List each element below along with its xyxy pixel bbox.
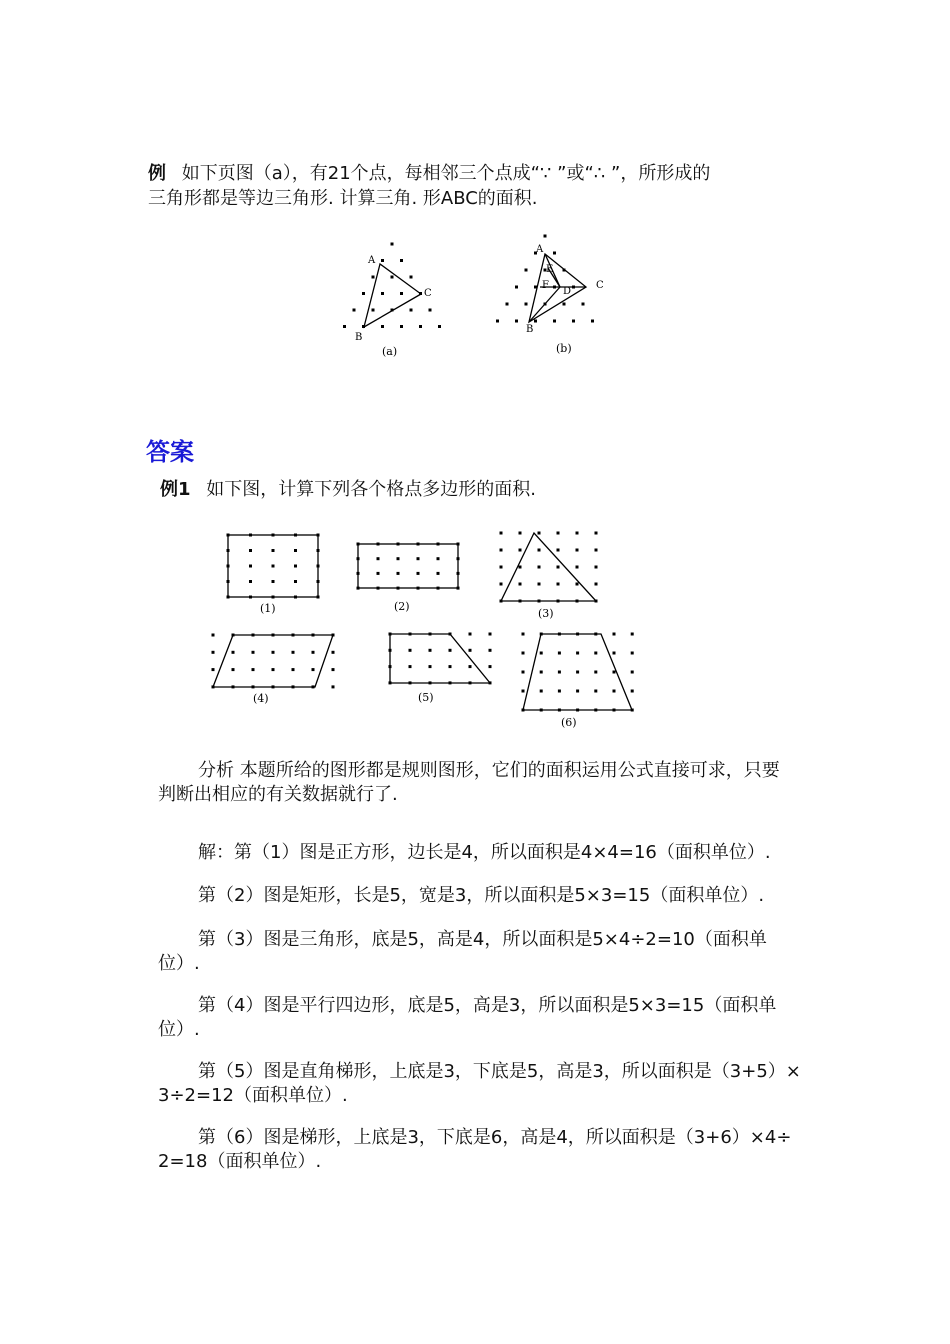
grid-dot — [249, 580, 252, 583]
grid-dot — [272, 565, 275, 568]
grid-dot — [292, 668, 295, 671]
grid-dot — [538, 583, 541, 586]
lattice-dot — [343, 325, 346, 328]
lattice-dot — [381, 259, 384, 262]
grid-dot — [212, 634, 215, 637]
grid-dot — [576, 532, 579, 535]
grid-dot — [294, 549, 297, 552]
grid-dot — [540, 671, 543, 674]
grid-dot — [272, 580, 275, 583]
label-b-A: A — [536, 244, 544, 255]
shape-3 — [492, 527, 612, 625]
grid-dot — [272, 549, 275, 552]
lattice-dot — [362, 292, 365, 295]
grid-dot — [595, 549, 598, 552]
grid-dot — [377, 572, 380, 575]
problem-line-1 — [148, 161, 710, 186]
lattice-dot — [496, 320, 499, 323]
grid-dot — [272, 651, 275, 654]
shape-4 — [205, 630, 345, 712]
grid-dot — [519, 566, 522, 569]
grid-dot — [594, 690, 597, 693]
label-a-B: B — [355, 332, 363, 343]
lattice-dot — [400, 325, 403, 328]
analysis-line-2: 判断出相应的有关数据就行了. — [158, 784, 398, 805]
grid-dot — [417, 557, 420, 560]
solution-5-line-1: 第（5）图是直角梯形，上底是3，下底是5，高是3，所以面积是（3+5）× — [198, 1061, 801, 1082]
grid-dot — [212, 668, 215, 671]
label-b-E: E — [546, 264, 554, 275]
lattice-dot — [515, 286, 518, 289]
grid-dot — [489, 665, 492, 668]
lattice-dot — [400, 259, 403, 262]
grid-dot — [294, 565, 297, 568]
grid-dot — [332, 685, 335, 688]
lattice-dot — [372, 276, 375, 279]
grid-dot — [613, 690, 616, 693]
lattice-dot — [410, 309, 413, 312]
grid-dot — [519, 549, 522, 552]
grid-dot — [500, 549, 503, 552]
lattice-dot — [572, 320, 575, 323]
shape-4-outline — [213, 635, 333, 687]
lattice-dot — [525, 269, 528, 272]
grid-dot — [437, 572, 440, 575]
solution-4-line-1: 第（4）图是平行四边形，底是5，高是3，所以面积是5×3=15（面积单 — [198, 995, 777, 1016]
lattice-dot — [410, 276, 413, 279]
caption-5: (5) — [418, 691, 434, 704]
solution-6-line-1: 第（6）图是梯形，上底是3，下底是6，高是4，所以面积是（3+6）×4÷ — [198, 1127, 792, 1148]
grid-dot — [594, 671, 597, 674]
shape-5 — [382, 628, 502, 710]
grid-dot — [212, 651, 215, 654]
grid-dot — [558, 652, 561, 655]
grid-dot — [540, 690, 543, 693]
grid-dot — [522, 633, 525, 636]
grid-dot — [500, 532, 503, 535]
grid-dot — [613, 671, 616, 674]
grid-dot — [538, 532, 541, 535]
caption-b: (b) — [556, 342, 572, 355]
problem-text-1: 如下页图（a），有21个点，每相邻三个点成“∵ ”或“∴ ”，所形成的 — [181, 163, 711, 184]
lattice-dot — [525, 303, 528, 306]
lattice-dot — [391, 243, 394, 246]
grid-dot — [252, 651, 255, 654]
grid-dot — [576, 549, 579, 552]
grid-dot — [631, 633, 634, 636]
grid-dot — [397, 557, 400, 560]
caption-4: (4) — [253, 692, 269, 705]
label-b-F: F — [542, 280, 549, 291]
grid-dot — [249, 565, 252, 568]
lattice-dot — [391, 276, 394, 279]
grid-dot — [631, 652, 634, 655]
solution-5-line-2: 3÷2=12（面积单位）. — [158, 1085, 348, 1106]
lattice-dot — [506, 303, 509, 306]
grid-dot — [538, 549, 541, 552]
shape-1 — [220, 530, 330, 620]
lattice-dot — [563, 303, 566, 306]
grid-dot — [500, 583, 503, 586]
grid-dot — [576, 671, 579, 674]
grid-dot — [500, 566, 503, 569]
shape-2 — [352, 538, 472, 618]
grid-dot — [232, 651, 235, 654]
grid-dot — [522, 671, 525, 674]
grid-dot — [557, 549, 560, 552]
shape-6 — [515, 628, 645, 732]
solution-2: 第（2）图是矩形，长是5，宽是3，所以面积是5×3=15（面积单位）. — [198, 885, 765, 906]
grid-dot — [522, 690, 525, 693]
lattice-dot — [553, 252, 556, 255]
grid-dot — [489, 633, 492, 636]
grid-dot — [540, 652, 543, 655]
lattice-dot — [381, 325, 384, 328]
grid-dot — [595, 532, 598, 535]
grid-dot — [449, 649, 452, 652]
grid-dot — [538, 566, 541, 569]
label-a-A: A — [368, 255, 376, 266]
lattice-dot — [400, 292, 403, 295]
caption-6: (6) — [561, 716, 577, 729]
label-b-B: B — [526, 324, 534, 335]
lattice-dot — [534, 320, 537, 323]
grid-dot — [249, 549, 252, 552]
grid-dot — [558, 690, 561, 693]
grid-dot — [312, 651, 315, 654]
lattice-dot — [544, 235, 547, 238]
grid-dot — [576, 690, 579, 693]
shape-3-outline — [501, 533, 596, 601]
grid-dot — [469, 649, 472, 652]
lattice-dot — [438, 325, 441, 328]
grid-dot — [272, 668, 275, 671]
grid-dot — [332, 668, 335, 671]
grid-dot — [557, 566, 560, 569]
solution-3-line-2: 位）. — [158, 953, 200, 974]
grid-dot — [489, 649, 492, 652]
grid-dot — [613, 652, 616, 655]
dots-a — [343, 243, 441, 329]
problem-line-2: 三角形都是等边三角形. 计算三角. 形ABC的面积. — [148, 188, 538, 209]
caption-3: (3) — [538, 607, 554, 620]
example1-text: 如下图，计算下列各个格点多边形的面积. — [206, 479, 536, 500]
example1-label: 例1 — [160, 479, 191, 500]
grid-dot — [449, 665, 452, 668]
grid-dot — [469, 633, 472, 636]
label-a-C: C — [424, 288, 432, 299]
grid-dot — [519, 583, 522, 586]
figure-b — [500, 228, 640, 362]
grid-dot — [377, 557, 380, 560]
grid-dot — [429, 649, 432, 652]
lattice-dot — [591, 320, 594, 323]
answer-heading: 答案 — [146, 438, 194, 466]
label-b-C: C — [596, 280, 604, 291]
caption-1: (1) — [260, 602, 276, 615]
grid-dot — [595, 583, 598, 586]
grid-dot — [332, 651, 335, 654]
grid-dot — [409, 665, 412, 668]
grid-dot — [594, 652, 597, 655]
example1-line — [160, 477, 536, 502]
lattice-dot — [353, 309, 356, 312]
triangle-abc-a — [364, 264, 421, 327]
grid-dot — [558, 671, 561, 674]
shape-2-outline — [358, 544, 458, 588]
grid-dot — [613, 633, 616, 636]
grid-dot — [397, 572, 400, 575]
grid-dot — [576, 583, 579, 586]
grid-dot — [409, 649, 412, 652]
caption-a: (a) — [382, 345, 398, 358]
grid-dot — [557, 583, 560, 586]
lattice-dot — [372, 309, 375, 312]
grid-dot — [252, 668, 255, 671]
lattice-dot — [381, 292, 384, 295]
solution-1: 解：第（1）图是正方形，边长是4，所以面积是4×4=16（面积单位）. — [198, 842, 771, 863]
figure-a — [330, 232, 470, 362]
lattice-dot — [419, 325, 422, 328]
caption-2: (2) — [394, 600, 410, 613]
grid-dot — [232, 668, 235, 671]
grid-dot — [576, 566, 579, 569]
problem-label: 例 — [148, 163, 166, 184]
label-b-D: D — [563, 286, 572, 297]
grid-dot — [595, 566, 598, 569]
analysis-line-1: 分析 本题所给的图形都是规则图形，它们的面积运用公式直接可求，只要 — [198, 760, 780, 781]
grid-dot — [557, 532, 560, 535]
grid-dot — [631, 671, 634, 674]
grid-dot — [469, 665, 472, 668]
grid-dot — [417, 572, 420, 575]
grid-dot — [519, 532, 522, 535]
lattice-dot — [515, 320, 518, 323]
grid-dot — [522, 652, 525, 655]
grid-dot — [631, 690, 634, 693]
grid-dot — [429, 665, 432, 668]
lattice-dot — [429, 309, 432, 312]
grid-dot — [312, 668, 315, 671]
lattice-dot — [553, 320, 556, 323]
grid-dot — [292, 651, 295, 654]
grid-dot — [576, 652, 579, 655]
shape-5-outline — [390, 634, 490, 683]
grid-dot — [437, 557, 440, 560]
grid-dot — [294, 580, 297, 583]
solution-6-line-2: 2=18（面积单位）. — [158, 1151, 322, 1172]
dots-b — [496, 235, 594, 323]
lattice-dot — [582, 303, 585, 306]
solution-4-line-2: 位）. — [158, 1019, 200, 1040]
solution-3-line-1: 第（3）图是三角形，底是5，高是4，所以面积是5×4÷2=10（面积单 — [198, 929, 767, 950]
